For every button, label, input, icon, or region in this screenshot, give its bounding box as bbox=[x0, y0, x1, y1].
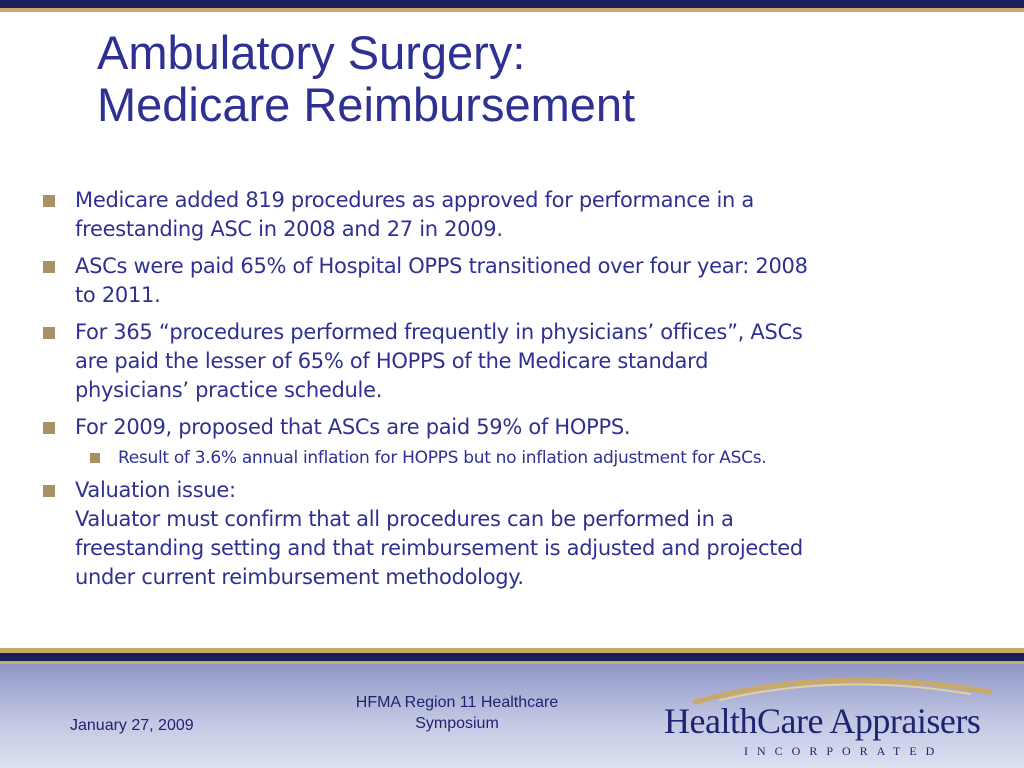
slide-footer bbox=[0, 664, 1024, 768]
top-border-dark bbox=[0, 0, 1024, 8]
slide-title-line: Medicare Reimbursement bbox=[97, 78, 636, 131]
square-bullet-icon bbox=[90, 453, 100, 463]
footer-event-line: HFMA Region 11 Healthcare bbox=[355, 694, 559, 711]
bullet-text-line: are paid the lesser of 65% of HOPPS of the Medicare standard bbox=[75, 349, 709, 373]
square-bullet-icon bbox=[43, 195, 55, 207]
footer-date: January 27, 2009 bbox=[70, 717, 194, 734]
bullet-text-line: freestanding setting and that reimbursement is adjusted and projected bbox=[75, 536, 803, 560]
footer-event-line: Symposium bbox=[415, 715, 499, 732]
slide-title-line: Ambulatory Surgery: bbox=[97, 26, 526, 79]
bullet-item bbox=[40, 252, 1000, 310]
sub-bullet-text-line: Result of 3.6% annual inflation for HOPPS but no inflation adjustment for ASCs. bbox=[118, 448, 767, 468]
bullet-list bbox=[40, 186, 1000, 600]
bullet-text-line: ASCs were paid 65% of Hospital OPPS transitioned over four year: 2008 bbox=[75, 254, 808, 278]
square-bullet-icon bbox=[43, 485, 55, 497]
company-logo bbox=[650, 670, 1020, 766]
bullet-text-line: physicians’ practice schedule. bbox=[75, 378, 383, 402]
slide-title bbox=[97, 27, 997, 131]
bullet-text-line: For 2009, proposed that ASCs are paid 59% of HOPPS. bbox=[75, 415, 631, 439]
square-bullet-icon bbox=[43, 261, 55, 273]
logo-tagline: INCORPORATED bbox=[744, 744, 944, 758]
bullet-text-line: Valuator must confirm that all procedures can be performed in a bbox=[75, 507, 734, 531]
bullet-text-line: For 365 “procedures performed frequently in physicians’ offices”, ASCs bbox=[75, 320, 803, 344]
square-bullet-icon bbox=[43, 327, 55, 339]
bullet-item bbox=[40, 476, 1000, 592]
bullet-text-line: Valuation issue: bbox=[75, 478, 236, 502]
bullet-item bbox=[40, 318, 1000, 405]
logo-name: HealthCare Appraisers bbox=[664, 701, 981, 741]
square-bullet-icon bbox=[43, 422, 55, 434]
bullet-text-line: Medicare added 819 procedures as approved for performance in a bbox=[75, 188, 754, 212]
footer-event bbox=[330, 692, 584, 734]
footer-border-dark bbox=[0, 653, 1024, 661]
bullet-text-line: freestanding ASC in 2008 and 27 in 2009. bbox=[75, 217, 503, 241]
bullet-text-line: under current reimbursement methodology. bbox=[75, 565, 524, 589]
sub-bullet-item bbox=[40, 446, 1000, 470]
bullet-item bbox=[40, 413, 1000, 442]
top-border-gold bbox=[0, 8, 1024, 12]
bullet-item bbox=[40, 186, 1000, 244]
bullet-text-line: to 2011. bbox=[75, 283, 161, 307]
